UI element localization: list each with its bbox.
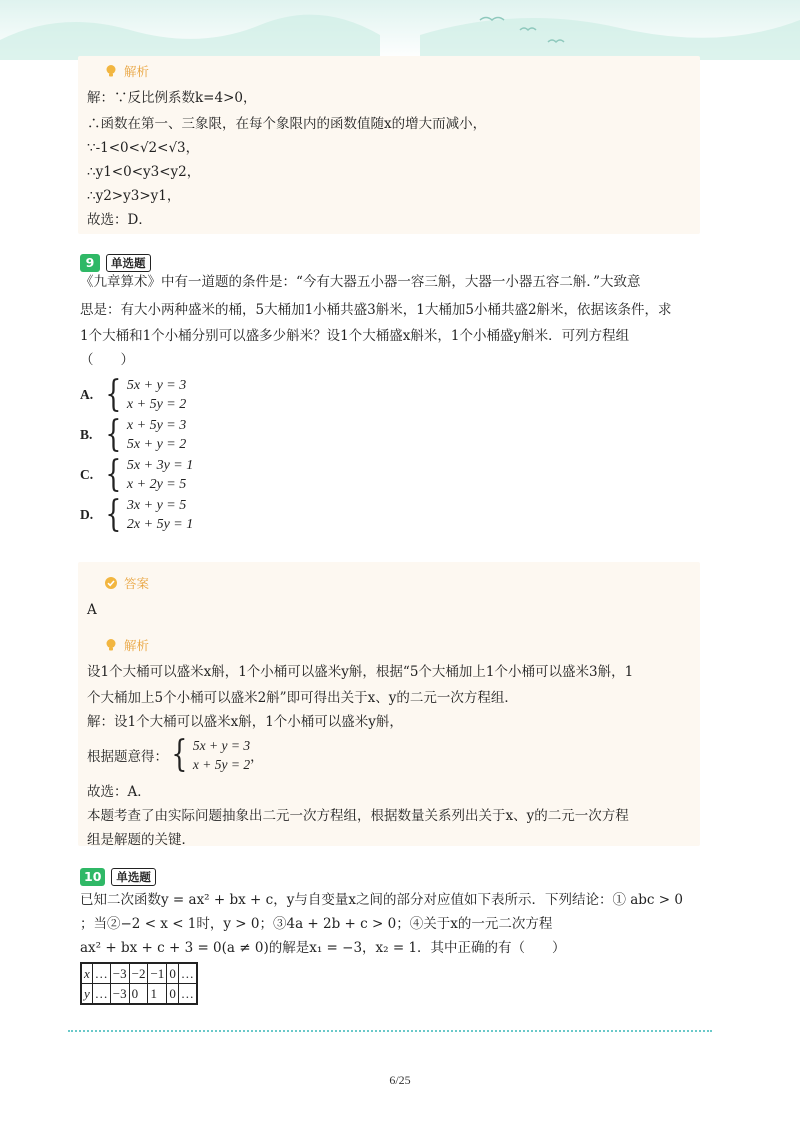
equation: x + 5y = 2 bbox=[192, 757, 251, 772]
option-d[interactable] bbox=[80, 496, 193, 534]
question-10-header bbox=[80, 868, 156, 886]
table-cell: x bbox=[81, 963, 92, 984]
table-cell: −1 bbox=[148, 963, 167, 984]
table-cell: −2 bbox=[129, 963, 148, 984]
analysis-line: 本题考查了由实际问题抽象出二元一次方程组，根据数量关系列出关于x、y的二元一次方程 bbox=[87, 808, 629, 824]
equation: 2x + 5y = 1 bbox=[126, 517, 194, 532]
brace-icon: { bbox=[105, 494, 122, 535]
lightbulb-icon bbox=[104, 64, 118, 78]
question-stem-line: 已知二次函数y = ax² + bx + c，y与自变量x之间的部分对应值如下表所示．下列结论：① abc > 0 bbox=[80, 892, 683, 908]
check-circle-icon bbox=[104, 576, 118, 590]
answer-label: 答案 bbox=[124, 576, 150, 591]
option-label: C. bbox=[80, 467, 94, 482]
table-cell: 0 bbox=[167, 984, 179, 1005]
option-label: A. bbox=[80, 387, 94, 402]
equation: 5x + y = 3 bbox=[192, 738, 251, 753]
divider bbox=[68, 1030, 712, 1032]
table-cell: −3 bbox=[110, 963, 129, 984]
option-b[interactable] bbox=[80, 416, 186, 454]
table-cell: 0 bbox=[129, 984, 148, 1005]
table-cell: 0 bbox=[167, 963, 179, 984]
analysis-line: ∵-1<0<√2<√3， bbox=[87, 140, 200, 156]
equation-system-line bbox=[87, 736, 264, 774]
equation: x + 2y = 5 bbox=[126, 477, 187, 492]
analysis-line: 故选：D． bbox=[87, 212, 152, 228]
analysis-line: 解：设1个大桶可以盛米x斛，1个小桶可以盛米y斛， bbox=[87, 714, 403, 730]
analysis-label: 解析 bbox=[124, 64, 150, 79]
analysis-line: 个大桶加上5个小桶可以盛米2斛”即可得出关于x、y的二元一次方程组． bbox=[87, 690, 518, 706]
punctuation: ， bbox=[250, 749, 264, 765]
brace-icon: { bbox=[171, 734, 188, 775]
analysis-line: 组是解题的关键． bbox=[87, 832, 195, 848]
table-cell: 1 bbox=[148, 984, 167, 1005]
analysis-line: ∴y1<0<y3<y2， bbox=[87, 164, 201, 180]
equation: 3x + y = 5 bbox=[126, 498, 187, 513]
option-a[interactable] bbox=[80, 376, 186, 414]
equation: 5x + 3y = 1 bbox=[126, 458, 194, 473]
question-stem-line: ax² + bx + c + 3 = 0(a ≠ 0)的解是x₁ = −3，x₂ = 1．其中正确的有（ ） bbox=[80, 940, 566, 956]
equation: x + 5y = 2 bbox=[126, 397, 187, 412]
option-label: D. bbox=[80, 507, 94, 522]
analysis-label: 解析 bbox=[124, 638, 150, 653]
brace-icon: { bbox=[105, 374, 122, 415]
question-number-badge: 10 bbox=[80, 868, 105, 886]
lightbulb-icon bbox=[104, 638, 118, 652]
analysis-line: 设1个大桶可以盛米x斛，1个小桶可以盛米y斛，根据“5个大桶加上1个小桶可以盛米3斛，1 bbox=[87, 664, 634, 680]
option-c[interactable] bbox=[80, 456, 193, 494]
analysis-line: 根据题意得： bbox=[87, 749, 168, 765]
question-9-header bbox=[80, 254, 151, 272]
equation: 5x + y = 3 bbox=[126, 378, 187, 393]
table-row bbox=[81, 963, 197, 984]
equation: x + 5y = 3 bbox=[126, 418, 187, 433]
analysis-line: 解：∵反比例系数k=4>0， bbox=[87, 90, 257, 106]
question-stem-line: 思是：有大小两种盛米的桶，5大桶加1小桶共盛3斛米，1大桶加5小桶共盛2斛米，依据该条件，求 bbox=[80, 302, 672, 318]
question-stem-line: ；当②−2 < x < 1时，y > 0；③4a + 2b + c > 0；④关于x的一元二次方程 bbox=[80, 916, 553, 932]
question-type-tag: 单选题 bbox=[106, 254, 151, 272]
table-cell: … bbox=[92, 984, 110, 1005]
value-table bbox=[80, 962, 198, 1005]
answer-value: A bbox=[87, 602, 97, 618]
table-cell: … bbox=[92, 963, 110, 984]
header-banner bbox=[0, 0, 800, 60]
question-stem-line: （ ） bbox=[80, 352, 134, 368]
question-stem-line: 《九章算术》中有一道题的条件是：“今有大器五小器一容三斛，大器一小器五容二斛．”大致意 bbox=[80, 274, 641, 290]
table-cell: … bbox=[178, 984, 197, 1005]
table-cell: y bbox=[81, 984, 92, 1005]
analysis-line: ∴y2>y3>y1， bbox=[87, 188, 181, 204]
question-type-tag: 单选题 bbox=[111, 868, 156, 886]
option-label: B. bbox=[80, 427, 93, 442]
brace-icon: { bbox=[105, 414, 122, 455]
analysis-line: 故选：A． bbox=[87, 784, 151, 800]
question-number-badge: 9 bbox=[80, 254, 100, 272]
equation: 5x + y = 2 bbox=[126, 437, 187, 452]
brace-icon: { bbox=[105, 454, 122, 495]
table-cell: … bbox=[178, 963, 197, 984]
page-number: 6/25 bbox=[389, 1073, 411, 1087]
analysis-header bbox=[104, 636, 149, 654]
table-cell: −3 bbox=[110, 984, 129, 1005]
analysis-line: ∴函数在第一、三象限，在每个象限内的函数值随x的增大而减小， bbox=[87, 116, 487, 132]
prev-analysis-header bbox=[104, 62, 149, 80]
question-stem-line: 1个大桶和1个小桶分别可以盛多少斛米？设1个大桶盛x斛米，1个小桶盛y斛米．可列方程组 bbox=[80, 328, 630, 344]
answer-header bbox=[104, 574, 149, 592]
table-row bbox=[81, 984, 197, 1005]
